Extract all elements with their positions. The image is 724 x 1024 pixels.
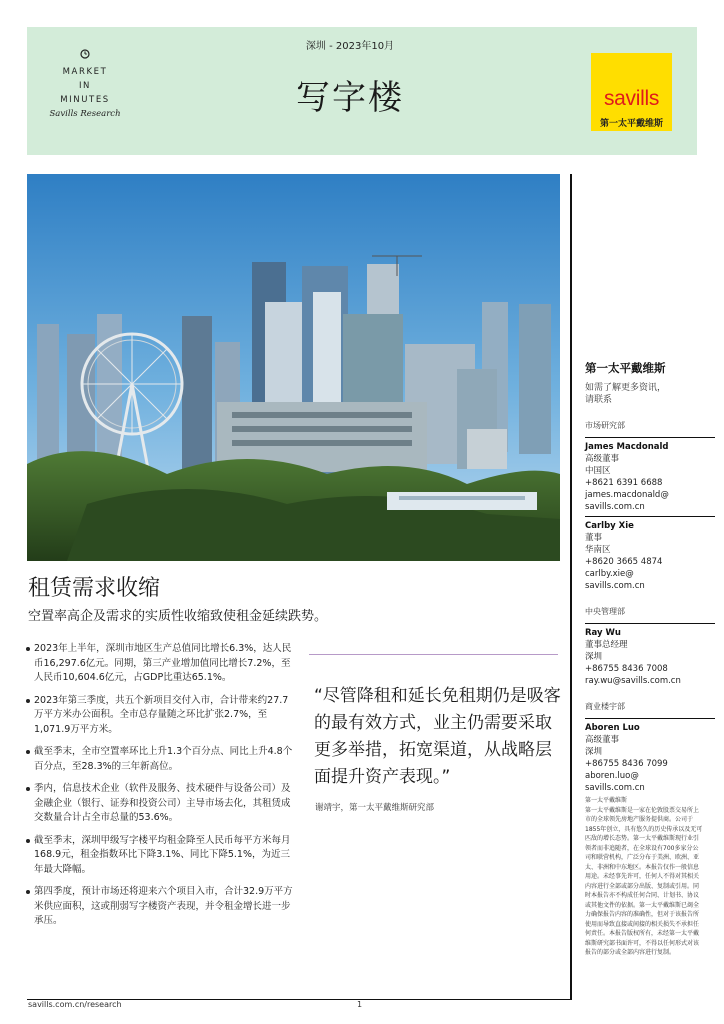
contact-region: 中国区 [585, 466, 611, 476]
contact-phone: +86755 8436 7099 [585, 759, 668, 769]
clock-icon [80, 49, 90, 59]
sidebar-note-line: 请联系 [585, 395, 613, 405]
contact-email[interactable]: aboren.luo@ [585, 771, 639, 781]
contact-title: 高级董事 [585, 454, 620, 464]
bullet-text: 截至季末，全市空置率环比上升1.3个百分点、同比上升4.8个百分点，至28.3%的三年新高位。 [34, 746, 293, 772]
quote-divider [309, 654, 558, 655]
market-in-minutes-brand [40, 49, 130, 119]
contact-email-domain[interactable]: savills.com.cn [585, 783, 645, 793]
hero-image-skyline [27, 174, 560, 561]
bullet-dot-icon [26, 699, 30, 703]
contact-phone: +8621 6391 6688 [585, 478, 663, 488]
bullet-text: 季内，信息技术企业（软件及服务、技术硬件与设备公司）及金融企业（银行、证券和投资公司）主导市场去化，其租赁成交数量合计占全市总量的53.6%。 [34, 783, 291, 823]
disclaimer-text: 第一太平戴维斯 第一太平戴维斯是一家在伦敦股票交易所上市的全球领先房地产服务提供商。公司于1855年创立，具有悠久的历史传承以及无可匹敌的增长态势。第一太平戴维斯现行业引领者而非追随者，在全球设有700多家分公司和联营机构，广泛分布于美洲、欧洲、亚太、非洲和中东地区。本报告仅作一般信息用途。未经事先许可，任何人不得对其相关内容进行全部或部分出版、复制或引用。同时本报告亦不构成任何合同、计划书、协议或其他文件的依据。第一太平戴维斯已竭全力确保报告内容的准确性，但对于该报告所使用而导致直接或间接的相关损失不承担任何责任。本报告版权所有，未经第一太平戴维斯研究部书面许可，不得以任何形式对该报告的部分或全部内容进行复制。 [585, 797, 703, 956]
contact-email[interactable]: james.macdonald@ [585, 490, 669, 500]
sidebar-title: 第一太平戴维斯 [585, 361, 666, 375]
bullet-item [26, 642, 294, 686]
contact-name: Carlby Xie [585, 521, 634, 531]
department-label: 市场研究部 [585, 421, 625, 430]
skyline-illustration [27, 174, 560, 561]
bullet-item [26, 782, 294, 826]
contact-phone: +8620 3665 4874 [585, 557, 663, 567]
brand-line-2: IN [78, 81, 92, 91]
contact-title: 董事 [585, 533, 603, 543]
contact-email-domain[interactable]: savills.com.cn [585, 581, 645, 591]
footer-url[interactable]: savills.com.cn/research [28, 1000, 122, 1009]
contact-email[interactable]: ray.wu@savills.com.cn [585, 676, 681, 686]
contact-name: James Macdonald [585, 442, 669, 452]
sidebar-note [585, 382, 715, 406]
bullet-dot-icon [26, 787, 30, 791]
bullet-text: 第四季度，预计市场还将迎来六个项目入市，合计32.9万平方米供应面积，这或削弱写字楼资产表现，并令租金增长进一步承压。 [34, 886, 293, 926]
section-headline: 租赁需求收缩 [28, 576, 161, 601]
page-number: 1 [357, 1000, 363, 1009]
contact-email-domain[interactable]: savills.com.cn [585, 502, 645, 512]
logo-wordmark: savills [603, 87, 660, 110]
bullet-item [26, 834, 294, 878]
contact-card [585, 718, 715, 794]
contact-card [585, 437, 715, 513]
logo-chinese-name: 第一太平戴维斯 [599, 119, 663, 129]
department-label: 商业楼宇部 [585, 702, 625, 711]
contact-region: 华南区 [585, 545, 611, 555]
savills-logo [591, 53, 672, 131]
brand-line-1: MARKET [62, 67, 108, 77]
contacts-sidebar [585, 360, 715, 797]
bullet-dot-icon [26, 890, 30, 894]
bullet-dot-icon [26, 839, 30, 843]
contact-title: 董事总经理 [585, 640, 628, 650]
report-date: 深圳 - 2023年10月 [305, 41, 395, 52]
bullet-text: 2023年第三季度，共五个新项目交付入市，合计带来约27.7万平方米办公面积。全市总存量随之环比扩张2.7%，至1,071.9万平方米。 [34, 694, 289, 735]
contact-card [585, 516, 715, 592]
bullet-dot-icon [26, 750, 30, 754]
contact-name: Aboren Luo [585, 723, 640, 733]
bullet-dot-icon [26, 647, 30, 651]
contact-title: 高级董事 [585, 735, 620, 745]
pull-quote: “尽管降租和延长免租期仍是吸客的最有效方式，业主仍需要采取更多举措，拓宽渠道，从战略层面提升资产表现。” [314, 686, 561, 787]
bullet-item [26, 745, 294, 774]
bullet-item [26, 885, 294, 929]
quote-attribution: 谢靖宇，第一太平戴维斯研究部 [315, 803, 435, 813]
contact-name: Ray Wu [585, 628, 621, 638]
section-subheadline: 空置率高企及需求的实质性收缩致使租金延续跌势。 [28, 609, 328, 624]
bullet-text: 2023年上半年，深圳市地区生产总值同比增长6.3%，达人民币16,297.6亿元。同期，第三产业增加值同比增长7.2%，至人民币10,604.6亿元，占GDP比重达65.1%。 [34, 643, 292, 683]
sidebar-note-line: 如需了解更多资讯， [585, 383, 667, 393]
key-points-list [26, 642, 294, 937]
contact-phone: +86755 8436 7008 [585, 664, 668, 674]
brand-subtitle: Savills Research [49, 109, 121, 119]
page-title: 写字楼 [296, 78, 404, 118]
brand-line-3: MINUTES [60, 95, 110, 105]
bullet-text: 截至季末，深圳甲级写字楼平均租金降至人民币每平方米每月168.9元，租金指数环比下降3.1%、同比下降5.1%，为近三年最大降幅。 [34, 834, 291, 875]
contact-region: 深圳 [585, 747, 603, 757]
contact-email[interactable]: carlby.xie@ [585, 569, 634, 579]
department-label: 中央管理部 [585, 607, 625, 616]
column-divider [570, 174, 572, 999]
bullet-item [26, 694, 294, 738]
contact-card [585, 623, 715, 687]
contact-region: 深圳 [585, 652, 603, 662]
